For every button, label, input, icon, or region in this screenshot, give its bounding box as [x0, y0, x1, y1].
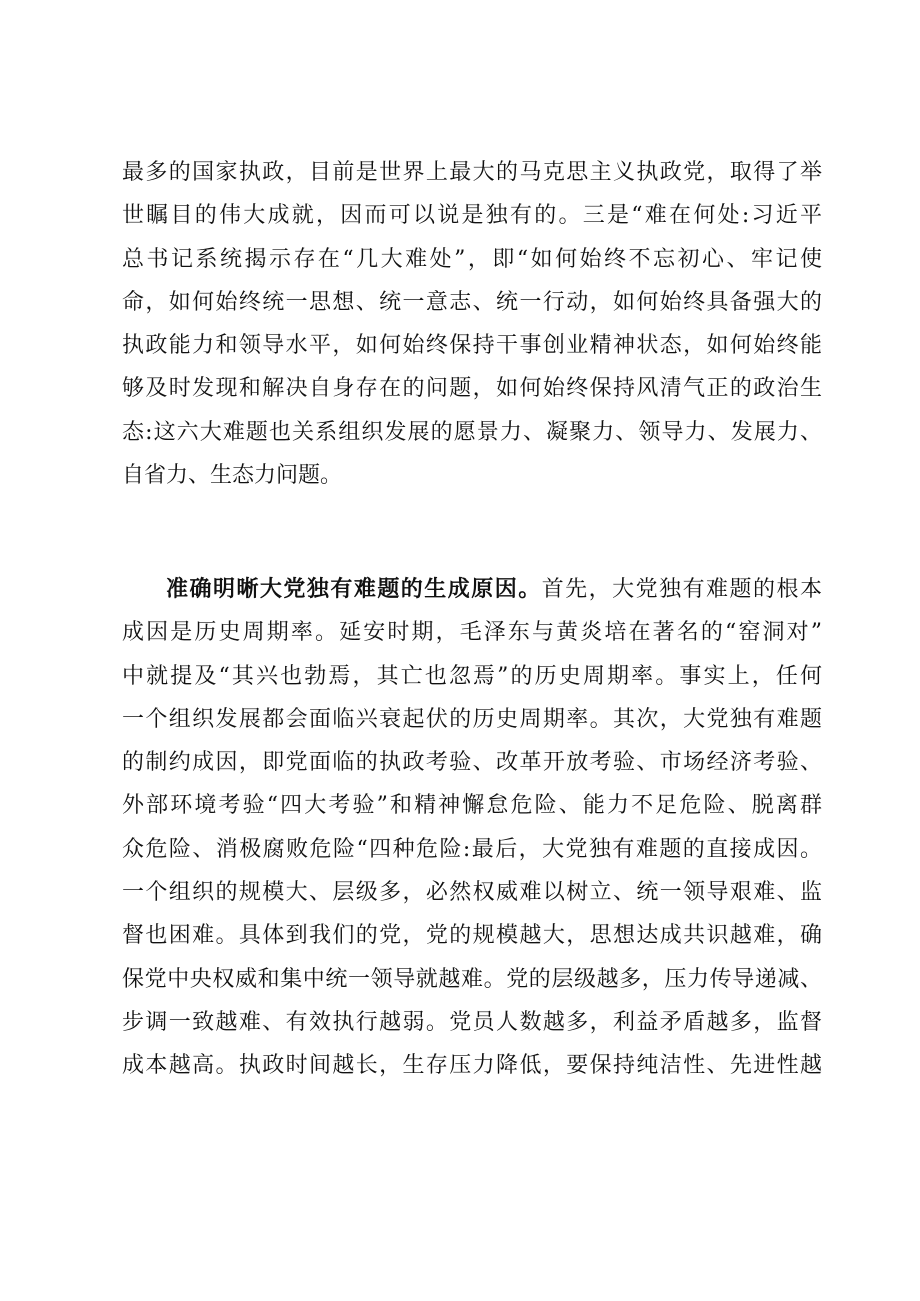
text-line: 保党中央权威和集中统一领导就越难。党的层级越多，压力传导递减、: [122, 966, 822, 992]
text-line: 众危险、消极腐败危险“四种危险:最后，大党独有难题的直接成因。: [122, 836, 822, 862]
text-line: 够及时发现和解决自身存在的问题，如何始终保持风清气正的政治生: [122, 376, 822, 402]
text-line: 执政能力和领导水平，如何始终保持干事创业精神状态，如何始终能: [122, 333, 822, 359]
text-line: 一个组织发展都会面临兴衰起伏的历史周期率。其次，大党独有难题: [122, 706, 822, 732]
text-line: 成因是历史周期率。延安时期，毛泽东与黄炎培在著名的“窑洞对”: [122, 620, 822, 646]
text-line: 态:这六大难题也关系组织发展的愿景力、凝聚力、领导力、发展力、: [122, 419, 822, 445]
paragraph-heading: 准确明晰大党独有难题的生成原因。: [166, 577, 542, 602]
text-line: 世瞩目的伟大成就，因而可以说是独有的。三是“难在何处:习近平: [122, 203, 822, 229]
text-line: 自省力、生态力问题。: [122, 463, 343, 489]
text-line: 一个组织的规模大、层级多，必然权威难以树立、统一领导艰难、监: [122, 880, 822, 906]
text-line: 督也困难。具体到我们的党，党的规模越大，思想达成共识越难，确: [122, 923, 822, 949]
text-line: 的制约成因，即党面临的执政考验、改革开放考验、市场经济考验、: [122, 750, 822, 776]
text-line: 最多的国家执政，目前是世界上最大的马克思主义执政党，取得了举: [122, 160, 822, 185]
text-line: 步调一致越难、有效执行越弱。党员人数越多，利益矛盾越多，监督: [122, 1009, 822, 1035]
paragraph-2: [122, 568, 822, 1088]
text-line: 命，如何始终统一思想、统一意志、统一行动，如何始终具备强大的: [122, 289, 822, 315]
paragraph-1: [122, 151, 822, 497]
first-line-text: 首先，大党独有难题的根本: [541, 577, 822, 602]
text-line: 总书记系统揭示存在“几大难处”，即“如何始终不忘初心、牢记使: [122, 246, 822, 272]
text-line: 中就提及“其兴也勃焉，其亡也忽焉”的历史周期率。事实上，任何: [122, 663, 822, 689]
first-line: [122, 568, 822, 611]
text-line: 成本越高。执政时间越长，生存压力降低，要保持纯洁性、先进性越: [122, 1053, 822, 1079]
text-line: 外部环境考验“四大考验”和精神懈怠危险、能力不足危险、脱离群: [122, 793, 822, 819]
